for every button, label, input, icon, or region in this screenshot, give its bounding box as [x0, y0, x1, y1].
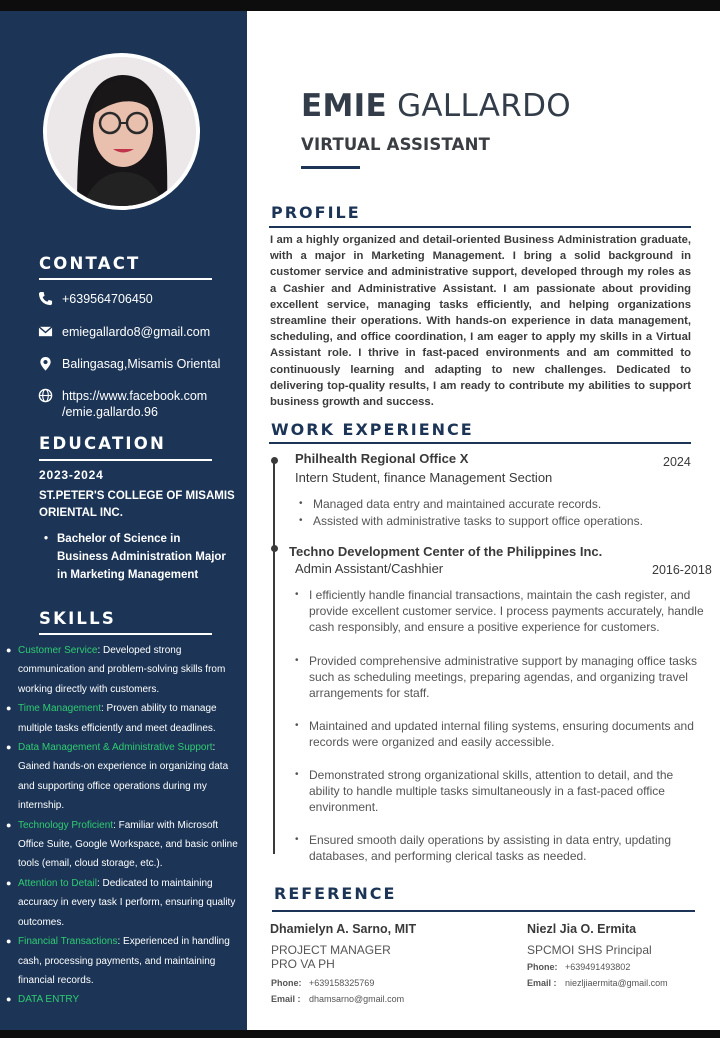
contact-email	[38, 324, 238, 340]
job-bullet: • Maintained and updated internal filing systems, ensuring documents and records were organized and easily accessible.	[295, 719, 694, 749]
skills-heading: SKILLS	[39, 609, 116, 628]
phone-icon	[38, 291, 53, 306]
reference-name: Niezl Jia O. Ermita	[527, 922, 637, 936]
job-role: Admin Assistant/Cashhier	[295, 561, 444, 576]
reference-phone: Phone: +639158325769	[271, 978, 375, 988]
skills-list	[6, 641, 242, 1010]
job-company: Techno Development Center of the Philippines Inc.	[289, 544, 603, 559]
job-company: Philhealth Regional Office X	[295, 451, 469, 466]
skill-item: ● DATA ENTRY	[6, 994, 80, 1006]
profile-text: I am a highly organized and detail-oriented Business Administration graduate, with a major in Marketing Management. I bring a solid background in customer service and administrative support, developed through my roles as a Cashier and Administrative Assistant. I am passionate about providing excellent service, managing tasks efficiently, and helping organizations streamline their operations. With hands-on experience in data management, scheduling, and office coordination, I am eager to apply my skills in a Virtual Assistant role. I thrive in fast-paced environments and am committed to continuously learning and adapting to new challenges. Dedicated to delivering top-quality results, I am ready to contribute my abilities to support business growth and success.	[270, 234, 691, 409]
job-bullet: • Managed data entry and maintained accurate records.	[299, 497, 602, 511]
profile-heading: PROFILE	[271, 203, 361, 222]
facebook-link[interactable]: https://www.facebook.com /emie.gallardo.96	[62, 389, 208, 419]
experience-rule	[269, 442, 691, 444]
address-text: Balingasag,Misamis Oriental	[62, 357, 221, 371]
education-years: 2023-2024	[39, 468, 104, 482]
phone-text: +639564706450	[62, 292, 153, 306]
education-heading: EDUCATION	[39, 434, 166, 453]
education-rule	[39, 459, 212, 461]
job-bullet: • Assisted with administrative tasks to support office operations.	[299, 514, 643, 528]
globe-icon	[38, 388, 53, 403]
skill-item: ● Customer Service: Developed strong communication and problem-solving skills from working directly with customers.	[6, 645, 226, 695]
contact-address	[38, 356, 238, 372]
reference-rule	[272, 910, 695, 912]
job-date: 2016-2018	[652, 563, 712, 577]
job-role: Intern Student, finance Management Section	[295, 470, 553, 485]
reference-email[interactable]: Email : dhamsarno@gmail.com	[271, 994, 405, 1004]
timeline-dot	[271, 457, 278, 464]
reference-name: Dhamielyn A. Sarno, MIT	[270, 922, 417, 936]
reference-title: PROJECT MANAGER PRO VA PH	[271, 943, 391, 971]
timeline-dot	[271, 545, 278, 552]
job-bullet: • Ensured smooth daily operations by assisting in data entry, updating databases, and performing clerical tasks as needed.	[295, 833, 671, 863]
skill-item: ● Attention to Detail: Dedicated to maintaining accuracy in every task I perform, ensuring quality outcomes.	[6, 877, 236, 928]
profile-photo	[43, 53, 200, 210]
title-underline	[301, 166, 360, 169]
reference-title: SPCMOI SHS Principal	[527, 943, 652, 957]
skill-item: ● Time Management: Proven ability to manage multiple tasks efficiently and meet deadlines.	[6, 703, 217, 734]
mail-icon	[38, 324, 53, 339]
sidebar	[0, 11, 247, 1030]
email-text: emiegallardo8@gmail.com	[62, 325, 211, 339]
skill-item: ● Technology Proficient: Familiar with Microsoft Office Suite, Google Workspace, and basic online tools (email, cloud storage, etc.).	[6, 819, 238, 870]
reference-email[interactable]: Email : niezljiaermita@gmail.com	[527, 978, 668, 988]
top-border	[0, 0, 720, 11]
bottom-border	[0, 1030, 720, 1038]
timeline-line	[273, 460, 275, 854]
profile-rule	[269, 226, 691, 228]
location-pin-icon	[38, 356, 53, 371]
job-title: VIRTUAL ASSISTANT	[301, 135, 491, 154]
experience-heading: WORK EXPERIENCE	[271, 420, 474, 439]
job-bullet: • Provided comprehensive administrative support by managing office tasks such as scheduling meetings, preparing agendas, and organizing travel arrangements for staff.	[295, 654, 697, 700]
page-title: EMIE GALLARDO	[301, 88, 571, 124]
reference-heading: REFERENCE	[274, 884, 397, 903]
job-bullet: • I efficiently handle financial transactions, maintain the cash register, and provide excellent customer service. I process payments accurately, handle cash responsibly, and ensure a positive experience for customers.	[295, 588, 704, 634]
job-date: 2024	[663, 455, 691, 469]
contact-facebook[interactable]	[38, 388, 238, 420]
job-bullet: • Demonstrated strong organizational skills, attention to detail, and the ability to handle multiple tasks simultaneously in a fast-paced office environment.	[295, 768, 674, 814]
contact-phone	[38, 291, 238, 307]
reference-phone: Phone: +639491493802	[527, 962, 631, 972]
contact-rule	[39, 278, 212, 280]
skills-rule	[39, 633, 212, 635]
skill-item: ● Financial Transactions: Experienced in handling cash, processing payments, and maintaining financial records.	[6, 936, 230, 986]
skill-item: ● Data Management & Administrative Support: Gained hands-on experience in organizing data and supporting office operations during my internship.	[6, 742, 229, 812]
education-degree: • Bachelor of Science in Business Administration Major in Marketing Management	[44, 533, 226, 581]
education-school: ST.PETER'S COLLEGE OF MISAMIS ORIENTAL INC.	[39, 490, 235, 519]
contact-heading: CONTACT	[39, 254, 141, 273]
